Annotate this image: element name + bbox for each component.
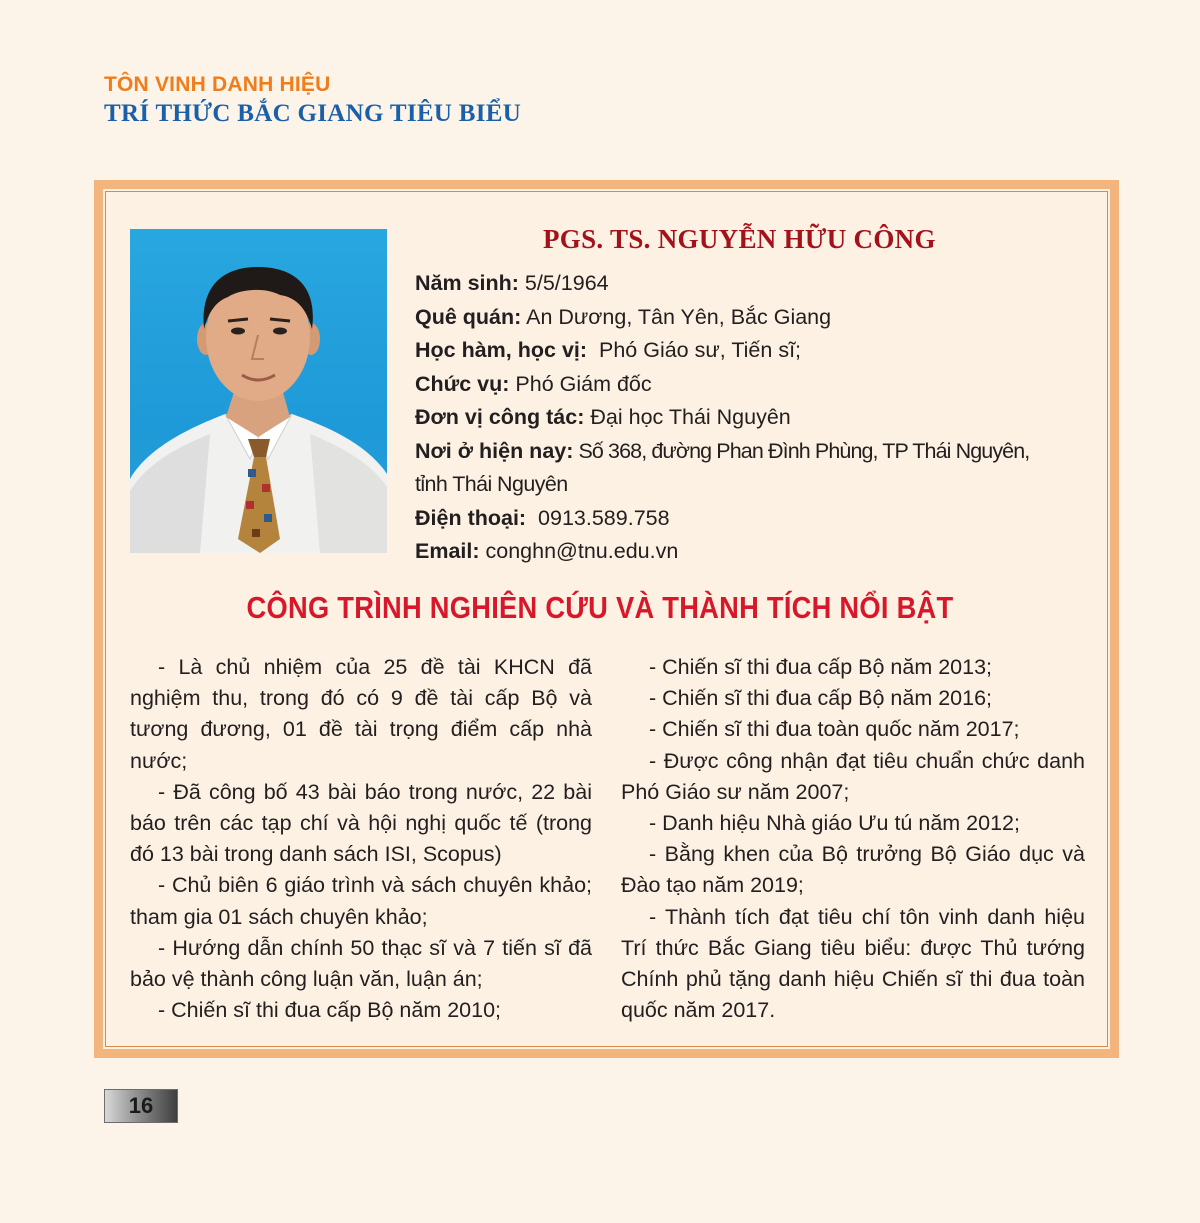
portrait-illustration <box>130 229 387 553</box>
degree-label: Học hàm, học vị: <box>415 338 588 362</box>
position-value: Phó Giám đốc <box>515 372 652 396</box>
info-address <box>415 435 1115 469</box>
workplace-label: Đơn vị công tác: <box>415 405 585 429</box>
info-degree <box>415 334 1115 368</box>
achievement-item: - Chiến sĩ thi đua cấp Bộ năm 2010; <box>158 998 502 1023</box>
achievement-item: - Danh hiệu Nhà giáo Ưu tú năm 2012; <box>649 811 1020 836</box>
address-value-line1: Số 368, đường Phan Đình Phùng, TP Thái Nguyên, <box>578 439 1030 463</box>
phone-label: Điện thoại: <box>415 506 527 530</box>
achievements-right-column <box>621 652 1085 1026</box>
achievement-item: - Chiến sĩ thi đua toàn quốc năm 2017; <box>649 717 1020 742</box>
workplace-value: Đại học Thái Nguyên <box>590 405 791 429</box>
achievement-item: - Chủ biên 6 giáo trình và sách chuyên khảo; tham gia 01 sách chuyên khảo; <box>130 873 592 929</box>
achievement-item: - Hướng dẫn chính 50 thạc sĩ và 7 tiến sĩ đã bảo vệ thành công luận văn, luận án; <box>130 935 592 992</box>
info-address-cont <box>415 468 1115 502</box>
portrait-photo <box>130 229 387 553</box>
achievement-item: - Bằng khen của Bộ trưởng Bộ Giáo dục và Đào tạo năm 2019; <box>621 842 1085 898</box>
email-value: conghn@tnu.edu.vn <box>485 539 679 563</box>
info-position <box>415 368 1115 402</box>
hometown-label: Quê quán: <box>415 305 522 329</box>
achievement-item: - Chiến sĩ thi đua cấp Bộ năm 2013; <box>649 655 993 679</box>
info-phone <box>415 502 1115 536</box>
achievement-item: - Được công nhận đạt tiêu chuẩn chức danh Phó Giáo sư năm 2007; <box>621 748 1085 804</box>
info-birth <box>415 267 1115 301</box>
page-number: 16 <box>104 1089 178 1123</box>
degree-value: Phó Giáo sư, Tiến sĩ; <box>599 338 802 362</box>
achievement-item: - Chiến sĩ thi đua cấp Bộ năm 2016; <box>649 686 993 711</box>
person-name: PGS. TS. NGUYỄN HỮU CÔNG <box>543 224 936 254</box>
info-email <box>415 535 1115 569</box>
achievement-item: - Là chủ nhiệm của 25 đề tài KHCN đã nghiệm thu, trong đó có 9 đề tài cấp Bộ và tương đương, 01 đề tài trọng điểm cấp nhà nước; <box>130 655 592 773</box>
address-value-line2: tỉnh Thái Nguyên <box>415 472 568 496</box>
birth-label: Năm sinh: <box>415 271 519 295</box>
achievement-item: - Đã công bố 43 bài báo trong nước, 22 bài báo trên các tạp chí và hội nghị quốc tế (trong đó 13 bài trong danh sách ISI, Scopus) <box>130 779 592 867</box>
achievement-item: - Thành tích đạt tiêu chí tôn vinh danh hiệu Trí thức Bắc Giang tiêu biểu: được Thủ tướng Chính phủ tặng danh hiệu Chiến sĩ thi đua toàn quốc năm 2017. <box>621 904 1085 1023</box>
section-title: CÔNG TRÌNH NGHIÊN CỨU VÀ THÀNH TÍCH NỔI BẬT <box>246 590 954 625</box>
info-workplace <box>415 401 1115 435</box>
birth-value: 5/5/1964 <box>524 271 609 295</box>
hometown-value: An Dương, Tân Yên, Bắc Giang <box>526 305 832 329</box>
achievements-left-column <box>130 652 592 1026</box>
position-label: Chức vụ: <box>415 372 510 396</box>
header-category: TÔN VINH DANH HIỆU <box>104 73 331 96</box>
address-label: Nơi ở hiện nay: <box>415 439 574 463</box>
header-title: TRÍ THỨC BẮC GIANG TIÊU BIỂU <box>104 100 522 127</box>
info-hometown <box>415 301 1115 335</box>
phone-value: 0913.589.758 <box>538 506 670 530</box>
email-label: Email: <box>415 539 480 563</box>
